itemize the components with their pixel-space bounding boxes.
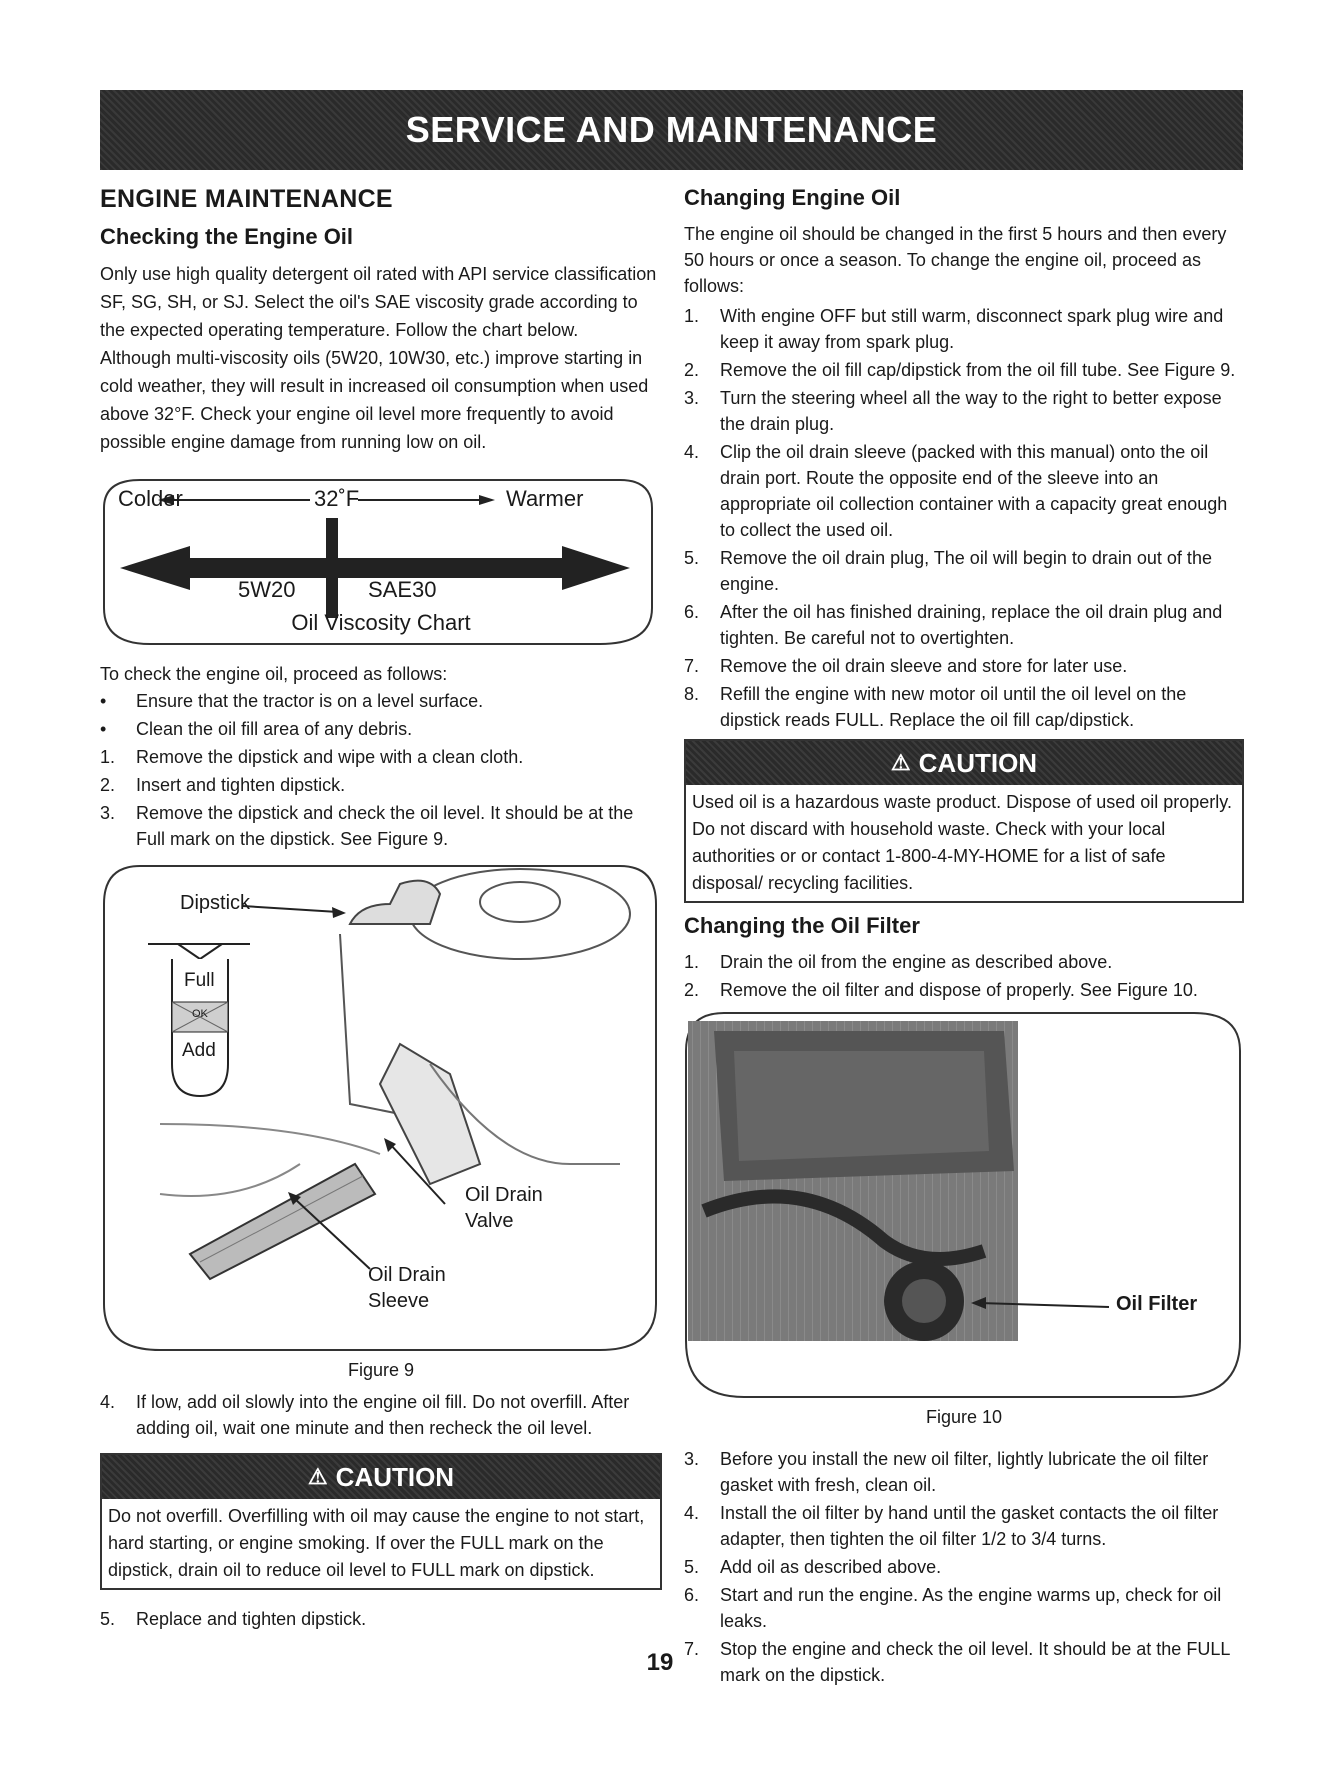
list-item-text: Remove the dipstick and wipe with a clean cloth. (136, 747, 524, 767)
list-item: 4. Clip the oil drain sleeve (packed with this manual) onto the oil drain port. Route the opposite end of the sleeve into an appropriate oil collection container with a capacity great enough to collect the used oil. (684, 442, 1228, 540)
list-item-text: Remove the oil drain sleeve and store for later use. (720, 656, 1128, 676)
warning-icon: ⚠ (307, 1464, 328, 1489)
list-item-text: Refill the engine with new motor oil until the oil level on the dipstick reads FULL. Replace the oil fill cap/dipstick. (720, 684, 1187, 730)
add-mark-label: Add (182, 1040, 216, 1061)
oil-drain-valve-label-1: Oil Drain (465, 1184, 543, 1206)
caution-body: Used oil is a hazardous waste product. Dispose of used oil properly. Do not discard with household waste. Check with your local authorities or or contact 1-800-4-MY-HOME for a list of safe disposal/ recycling facilities. (692, 792, 1232, 893)
list-item: 5. Remove the oil drain plug, The oil will begin to drain out of the engine. (684, 548, 1212, 594)
list-item: 7. Remove the oil drain sleeve and store for later use. (684, 656, 1128, 676)
list-item-text: Before you install the new oil filter, lightly lubricate the oil filter gasket with fresh, clean oil. (720, 1449, 1209, 1495)
list-item-text: After the oil has finished draining, replace the oil drain plug and tighten. Be careful not to overtighten. (720, 602, 1223, 648)
ok-mark-label: OK (192, 1008, 208, 1020)
oil-viscosity-chart (100, 478, 662, 646)
full-mark-label: Full (184, 970, 215, 991)
figure-9 (100, 864, 662, 1354)
right-column (684, 185, 1244, 1690)
engine-maintenance-heading: ENGINE MAINTENANCE (100, 185, 393, 213)
list-item: 2. Remove the oil fill cap/dipstick from the oil fill tube. See Figure 9. (684, 360, 1236, 380)
list-item-text: Remove the oil drain plug, The oil will begin to drain out of the engine. (720, 548, 1212, 594)
caution-title: CAUTION (918, 747, 1038, 778)
oil-filter-heading: Changing the Oil Filter (684, 913, 920, 938)
list-item: 3. Remove the dipstick and check the oil level. It should be at the Full mark on the dipstick. See Figure 9. (100, 803, 634, 849)
list-item: 7. Stop the engine and check the oil level. It should be at the FULL mark on the dipstick. (684, 1639, 1230, 1685)
chart-sae30-label: SAE30 (368, 577, 437, 602)
oil-filter-label: Oil Filter (1116, 1293, 1198, 1315)
chart-colder-label: Colder (118, 486, 183, 511)
list-item-text: Replace and tighten dipstick. (136, 1609, 367, 1629)
list-item-text: Clean the oil fill area of any debris. (136, 719, 413, 739)
list-item-text: Start and run the engine. As the engine warms up, check for oil leaks. (720, 1585, 1222, 1631)
figure-9-caption: Figure 9 (347, 1360, 415, 1380)
list-item: • Ensure that the tractor is on a level surface. (100, 691, 484, 711)
list-item-text: Stop the engine and check the oil level. It should be at the FULL mark on the dipstick. (720, 1639, 1230, 1685)
list-item: • Clean the oil fill area of any debris. (100, 719, 413, 739)
list-item: 2. Insert and tighten dipstick. (100, 775, 346, 795)
oil-drain-sleeve-label-2: Sleeve (368, 1290, 430, 1312)
figure-10 (684, 1011, 1244, 1401)
list-item: 6. After the oil has finished draining, replace the oil drain plug and tighten. Be careful not to overtighten. (684, 602, 1223, 648)
list-item: 3. Before you install the new oil filter, lightly lubricate the oil filter gasket with fresh, clean oil. (684, 1449, 1209, 1495)
list-item-text: Install the oil filter by hand until the gasket contacts the oil filter adapter, then tighten the oil filter 1/2 to 3/4 turns. (720, 1503, 1219, 1549)
list-item-text: Remove the dipstick and check the oil level. It should be at the Full mark on the dipstick. See Figure 9. (136, 803, 634, 849)
proceed-intro: To check the engine oil, proceed as follows: (100, 664, 448, 684)
checking-oil-heading: Checking the Engine Oil (100, 224, 354, 249)
list-item: 2. Remove the oil filter and dispose of properly. See Figure 10. (684, 980, 1198, 1000)
list-item-text: Drain the oil from the engine as described above. (720, 952, 1113, 972)
list-item: 1. Remove the dipstick and wipe with a clean cloth. (100, 747, 524, 767)
chart-temp-label: 32˚F (314, 486, 360, 511)
list-item: 5. Replace and tighten dipstick. (100, 1609, 367, 1629)
changing-intro: The engine oil should be changed in the first 5 hours and then every 50 hours or once a season. To change the engine oil, proceed as follows: (684, 224, 1227, 296)
oil-drain-valve-label-2: Valve (465, 1210, 514, 1232)
list-item: 1. Drain the oil from the engine as described above. (684, 952, 1113, 972)
list-item-text: With engine OFF but still warm, disconnect spark plug wire and keep it away from spark plug. (720, 306, 1224, 352)
list-item-text: Ensure that the tractor is on a level surface. (136, 691, 484, 711)
list-item: 6. Start and run the engine. As the engine warms up, check for oil leaks. (684, 1585, 1222, 1631)
list-item: 5. Add oil as described above. (684, 1557, 942, 1577)
list-item: 8. Refill the engine with new motor oil until the oil level on the dipstick reads FULL. Replace the oil fill cap/dipstick. (684, 684, 1187, 730)
page-number: 19 (646, 1649, 674, 1676)
list-item: 4. Install the oil filter by hand until the gasket contacts the oil filter adapter, then tighten the oil filter 1/2 to 3/4 turns. (684, 1503, 1219, 1549)
left-column (100, 185, 662, 1634)
chart-5w20-label: 5W20 (238, 577, 296, 602)
changing-oil-heading: Changing Engine Oil (684, 185, 901, 210)
list-item-text: Insert and tighten dipstick. (136, 775, 346, 795)
list-item: 1. With engine OFF but still warm, disconnect spark plug wire and keep it away from spark plug. (684, 306, 1224, 352)
warning-icon: ⚠ (890, 750, 911, 775)
list-item: 3. Turn the steering wheel all the way to the right to better expose the drain plug. (684, 388, 1222, 434)
list-item-text: Add oil as described above. (720, 1557, 942, 1577)
dipstick-label: Dipstick (180, 892, 251, 914)
list-item-text: Clip the oil drain sleeve (packed with this manual) onto the oil drain port. Route the opposite end of the sleeve into an appropriate oil collection container with a capacity great enough to collect the used oil. (720, 442, 1228, 540)
checking-paragraph-2: Although multi-viscosity oils (5W20, 10W30, etc.) improve starting in cold weather, they will result in increased oil consumption when used above 32°F. Check your engine oil level more frequently to avoid possible engine damage from running low on oil. (100, 348, 649, 452)
list-item-text: Remove the oil fill cap/dipstick from the oil fill tube. See Figure 9. (720, 360, 1236, 380)
oil-drain-sleeve-label-1: Oil Drain (368, 1264, 446, 1286)
caution-header (102, 1455, 660, 1499)
banner-title: SERVICE AND MAINTENANCE (405, 109, 938, 150)
caution-header (686, 741, 1242, 785)
list-item-text: Turn the steering wheel all the way to the right to better expose the drain plug. (720, 388, 1222, 434)
checking-paragraph-1: Only use high quality detergent oil rated with API service classification SF, SG, SH, or SJ. Select the oil's SAE viscosity grade according to the expected operating temperature. Follow the chart below. (100, 264, 657, 340)
caution-body: Do not overfill. Overfilling with oil may cause the engine to not start, hard starting, or engine smoking. If over the FULL mark on the dipstick, drain oil to reduce oil level to FULL mark on dipstick. (108, 1506, 645, 1580)
caution-title: CAUTION (335, 1461, 455, 1492)
list-item: 4. If low, add oil slowly into the engine oil fill. Do not overfill. After adding oil, wait one minute and then recheck the oil level. (100, 1392, 630, 1438)
list-item-text: If low, add oil slowly into the engine oil fill. Do not overfill. After adding oil, wait one minute and then recheck the oil level. (136, 1392, 630, 1438)
chart-warmer-label: Warmer (506, 486, 584, 511)
figure-10-caption: Figure 10 (925, 1407, 1003, 1427)
section-banner (100, 90, 1243, 170)
list-item-text: Remove the oil filter and dispose of properly. See Figure 10. (720, 980, 1198, 1000)
chart-caption: Oil Viscosity Chart (291, 610, 471, 635)
caution-box-overfill (100, 1453, 662, 1590)
caution-box-used-oil (684, 739, 1244, 903)
